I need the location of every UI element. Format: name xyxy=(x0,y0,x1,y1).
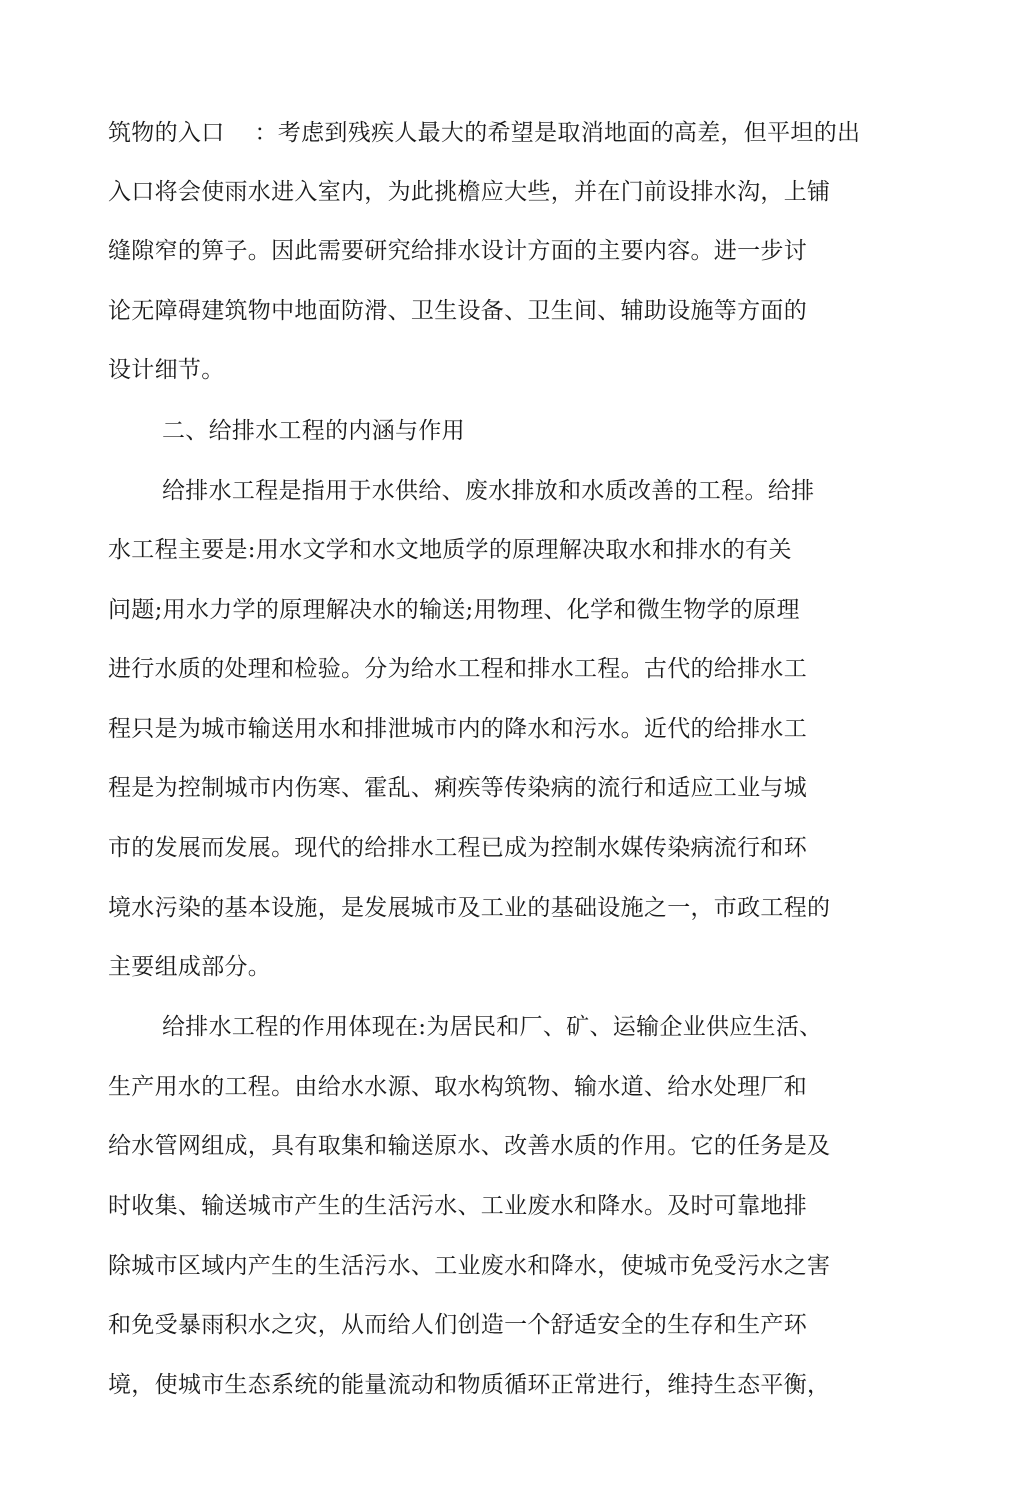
para1-line: 水工程主要是:用水文学和水文地质学的原理解决取水和排水的有关 xyxy=(108,537,792,563)
para1-line: 进行水质的处理和检验。分为给水工程和排水工程。古代的给排水工 xyxy=(108,656,807,682)
para2-line: 境，使城市生态系统的能量流动和物质循环正常进行，维持生态平衡， xyxy=(108,1372,831,1398)
intro-line-3: 缝隙窄的箅子。因此需要研究给排水设计方面的主要内容。进一步讨 xyxy=(108,238,807,264)
para2-line: 生产用水的工程。由给水水源、取水构筑物、输水道、给水处理厂和 xyxy=(108,1074,807,1100)
para1-line: 程是为控制城市内伤寒、霍乱、痢疾等传染病的流行和适应工业与城 xyxy=(108,775,807,801)
para2-line: 给排水工程的作用体现在:为居民和厂、矿、运输企业供应生活、 xyxy=(162,1014,823,1040)
para2-line: 除城市区域内产生的生活污水、工业废水和降水，使城市免受污水之害 xyxy=(108,1253,831,1279)
para1-line: 程只是为城市输送用水和排泄城市内的降水和污水。近代的给排水工 xyxy=(108,716,807,742)
para1-line: 给排水工程是指用于水供给、废水排放和水质改善的工程。给排 xyxy=(162,478,815,504)
para1-line: 境水污染的基本设施，是发展城市及工业的基础设施之一，市政工程的 xyxy=(108,895,831,921)
intro-line-5: 设计细节。 xyxy=(108,357,225,383)
para2-line: 时收集、输送城市产生的生活污水、工业废水和降水。及时可靠地排 xyxy=(108,1193,807,1219)
para2-line: 给水管网组成，具有取集和输送原水、改善水质的作用。它的任务是及 xyxy=(108,1133,831,1159)
para2-line: 和免受暴雨积水之灾，从而给人们创造一个舒适安全的生存和生产环 xyxy=(108,1312,807,1338)
intro-line-4: 论无障碍建筑物中地面防滑、卫生设备、卫生间、辅助设施等方面的 xyxy=(108,298,807,324)
intro-line-1-b: ：考虑到残疾人最大的希望是取消地面的高差，但平坦的出 xyxy=(254,120,861,146)
para1-line: 市的发展而发展。现代的给排水工程已成为控制水媒传染病流行和环 xyxy=(108,835,807,861)
intro-line-2: 入口将会使雨水进入室内，为此挑檐应大些，并在门前设排水沟，上铺 xyxy=(108,179,831,205)
intro-line-1-a: 筑物的入口 xyxy=(108,120,225,146)
para1-line: 问题;用水力学的原理解决水的输送;用物理、化学和微生物学的原理 xyxy=(108,597,800,623)
para1-line: 主要组成部分。 xyxy=(108,954,272,980)
intro-line-1 xyxy=(108,118,860,148)
section-heading: 二、给排水工程的内涵与作用 xyxy=(162,418,465,444)
